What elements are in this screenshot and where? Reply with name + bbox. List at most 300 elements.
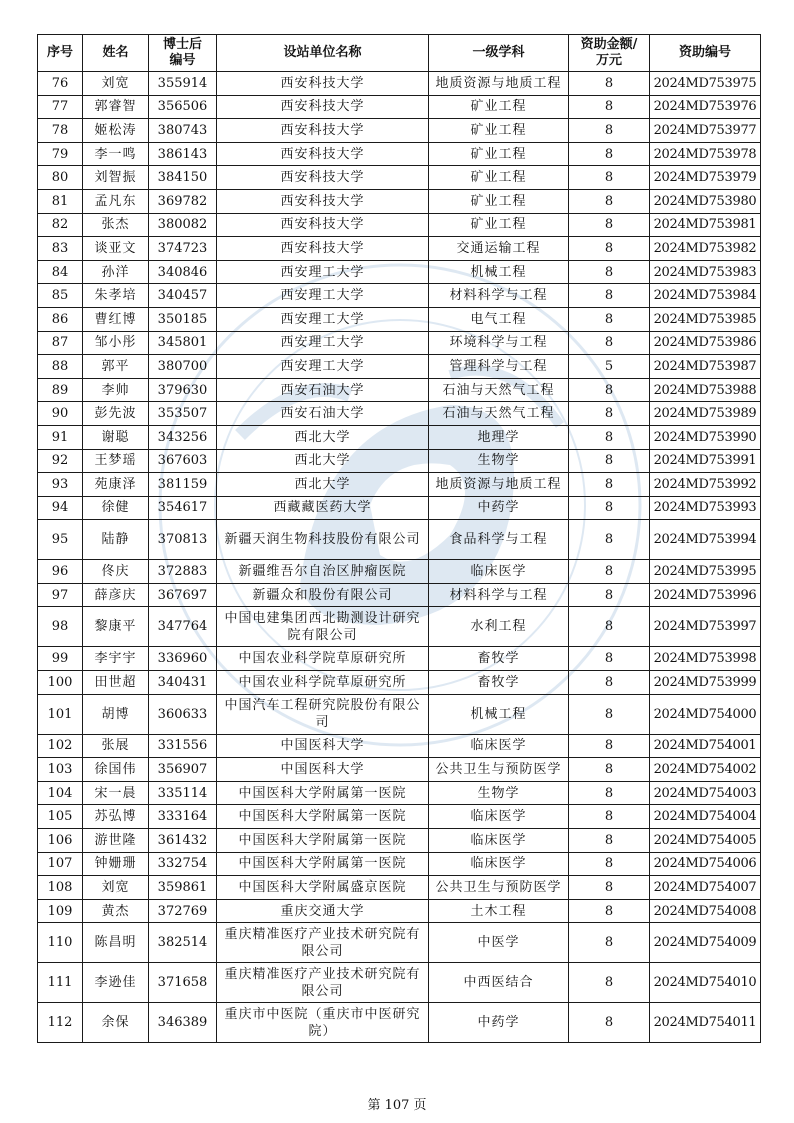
cell-amount: 8	[569, 583, 650, 607]
cell-name: 孙洋	[83, 260, 149, 284]
cell-grant-code: 2024MD753999	[650, 671, 761, 695]
table-row	[38, 402, 761, 426]
cell-subject: 矿业工程	[429, 95, 569, 119]
cell-unit: 西安科技大学	[217, 213, 429, 237]
cell-subject: 矿业工程	[429, 213, 569, 237]
cell-grant-code: 2024MD754011	[650, 1003, 761, 1043]
cell-unit: 西安理工大学	[217, 260, 429, 284]
cell-index: 112	[38, 1003, 83, 1043]
cell-grant-code: 2024MD753994	[650, 520, 761, 560]
cell-subject: 中西医结合	[429, 963, 569, 1003]
cell-name: 刘智振	[83, 166, 149, 190]
cell-grant-code: 2024MD753977	[650, 119, 761, 143]
table-row	[38, 284, 761, 308]
table-row	[38, 142, 761, 166]
cell-grant-code: 2024MD754006	[650, 852, 761, 876]
cell-index: 89	[38, 378, 83, 402]
cell-postdoc-id: 356506	[149, 95, 217, 119]
cell-grant-code: 2024MD753985	[650, 307, 761, 331]
cell-name: 陆静	[83, 520, 149, 560]
cell-amount: 8	[569, 671, 650, 695]
cell-amount: 8	[569, 781, 650, 805]
cell-amount: 8	[569, 166, 650, 190]
cell-postdoc-id: 370813	[149, 520, 217, 560]
cell-subject: 矿业工程	[429, 119, 569, 143]
table-row	[38, 166, 761, 190]
cell-amount: 8	[569, 449, 650, 473]
cell-unit: 中国电建集团西北勘测设计研究院有限公司	[217, 607, 429, 647]
cell-index: 106	[38, 829, 83, 853]
cell-subject: 机械工程	[429, 694, 569, 734]
cell-amount: 8	[569, 520, 650, 560]
cell-subject: 地理学	[429, 425, 569, 449]
cell-amount: 8	[569, 402, 650, 426]
cell-unit: 新疆维吾尔自治区肿瘤医院	[217, 560, 429, 584]
table-body	[38, 72, 761, 1043]
cell-grant-code: 2024MD754002	[650, 758, 761, 782]
cell-subject: 临床医学	[429, 852, 569, 876]
cell-postdoc-id: 380743	[149, 119, 217, 143]
cell-subject: 地质资源与地质工程	[429, 72, 569, 96]
cell-name: 宋一晨	[83, 781, 149, 805]
cell-grant-code: 2024MD753996	[650, 583, 761, 607]
cell-postdoc-id: 345801	[149, 331, 217, 355]
cell-subject: 中医学	[429, 923, 569, 963]
cell-index: 97	[38, 583, 83, 607]
cell-unit: 重庆市中医院（重庆市中医研究院）	[217, 1003, 429, 1043]
cell-amount: 8	[569, 237, 650, 261]
postdoc-funding-table	[37, 34, 761, 1043]
cell-grant-code: 2024MD753995	[650, 560, 761, 584]
header-amount: 资助金额/ 万元	[569, 35, 650, 72]
cell-unit: 西安石油大学	[217, 402, 429, 426]
cell-postdoc-id: 346389	[149, 1003, 217, 1043]
cell-unit: 西北大学	[217, 473, 429, 497]
table-row	[38, 607, 761, 647]
header-postdoc-id: 博士后 编号	[149, 35, 217, 72]
table-row	[38, 95, 761, 119]
cell-amount: 8	[569, 876, 650, 900]
cell-subject: 生物学	[429, 781, 569, 805]
table-row	[38, 694, 761, 734]
cell-amount: 8	[569, 694, 650, 734]
cell-name: 彭先波	[83, 402, 149, 426]
cell-amount: 8	[569, 805, 650, 829]
cell-index: 79	[38, 142, 83, 166]
table-row	[38, 758, 761, 782]
cell-amount: 8	[569, 284, 650, 308]
cell-postdoc-id: 333164	[149, 805, 217, 829]
cell-amount: 8	[569, 473, 650, 497]
cell-unit: 重庆精准医疗产业技术研究院有限公司	[217, 963, 429, 1003]
cell-grant-code: 2024MD753978	[650, 142, 761, 166]
cell-index: 80	[38, 166, 83, 190]
cell-postdoc-id: 359861	[149, 876, 217, 900]
cell-grant-code: 2024MD754005	[650, 829, 761, 853]
cell-subject: 公共卫生与预防医学	[429, 876, 569, 900]
cell-index: 110	[38, 923, 83, 963]
cell-grant-code: 2024MD753992	[650, 473, 761, 497]
header-grant-code: 资助编号	[650, 35, 761, 72]
cell-postdoc-id: 355914	[149, 72, 217, 96]
table-row	[38, 260, 761, 284]
cell-name: 张杰	[83, 213, 149, 237]
cell-subject: 食品科学与工程	[429, 520, 569, 560]
cell-unit: 西安理工大学	[217, 355, 429, 379]
cell-index: 88	[38, 355, 83, 379]
cell-grant-code: 2024MD753982	[650, 237, 761, 261]
table-row	[38, 378, 761, 402]
cell-postdoc-id: 332754	[149, 852, 217, 876]
cell-name: 徐健	[83, 496, 149, 520]
cell-unit: 中国医科大学附属第一医院	[217, 781, 429, 805]
cell-grant-code: 2024MD753983	[650, 260, 761, 284]
cell-unit: 中国医科大学	[217, 734, 429, 758]
cell-amount: 8	[569, 496, 650, 520]
cell-name: 姬松涛	[83, 119, 149, 143]
cell-postdoc-id: 350185	[149, 307, 217, 331]
cell-subject: 环境科学与工程	[429, 331, 569, 355]
cell-name: 苏弘博	[83, 805, 149, 829]
cell-postdoc-id: 381159	[149, 473, 217, 497]
table-row	[38, 805, 761, 829]
cell-index: 103	[38, 758, 83, 782]
table-row	[38, 473, 761, 497]
table-row	[38, 307, 761, 331]
cell-unit: 西安理工大学	[217, 284, 429, 308]
cell-subject: 机械工程	[429, 260, 569, 284]
cell-index: 84	[38, 260, 83, 284]
cell-name: 黎康平	[83, 607, 149, 647]
cell-grant-code: 2024MD753997	[650, 607, 761, 647]
cell-name: 刘宽	[83, 876, 149, 900]
cell-name: 曹红博	[83, 307, 149, 331]
table-row	[38, 647, 761, 671]
cell-amount: 8	[569, 734, 650, 758]
cell-amount: 8	[569, 260, 650, 284]
cell-amount: 8	[569, 1003, 650, 1043]
cell-amount: 8	[569, 378, 650, 402]
cell-index: 81	[38, 189, 83, 213]
cell-grant-code: 2024MD753980	[650, 189, 761, 213]
cell-index: 111	[38, 963, 83, 1003]
cell-name: 王梦瑶	[83, 449, 149, 473]
cell-grant-code: 2024MD753986	[650, 331, 761, 355]
cell-postdoc-id: 382514	[149, 923, 217, 963]
header-name: 姓名	[83, 35, 149, 72]
cell-postdoc-id: 356907	[149, 758, 217, 782]
cell-amount: 8	[569, 852, 650, 876]
cell-index: 100	[38, 671, 83, 695]
cell-subject: 中药学	[429, 496, 569, 520]
cell-unit: 新疆众和股份有限公司	[217, 583, 429, 607]
cell-name: 刘宽	[83, 72, 149, 96]
cell-grant-code: 2024MD753979	[650, 166, 761, 190]
cell-postdoc-id: 336960	[149, 647, 217, 671]
cell-index: 85	[38, 284, 83, 308]
table-row	[38, 189, 761, 213]
cell-subject: 矿业工程	[429, 189, 569, 213]
cell-amount: 8	[569, 331, 650, 355]
cell-unit: 西安科技大学	[217, 237, 429, 261]
cell-amount: 8	[569, 829, 650, 853]
cell-amount: 8	[569, 307, 650, 331]
cell-index: 93	[38, 473, 83, 497]
cell-index: 104	[38, 781, 83, 805]
cell-grant-code: 2024MD753990	[650, 425, 761, 449]
cell-amount: 8	[569, 923, 650, 963]
cell-name: 余保	[83, 1003, 149, 1043]
cell-subject: 生物学	[429, 449, 569, 473]
cell-name: 薛彦庆	[83, 583, 149, 607]
cell-subject: 材料科学与工程	[429, 583, 569, 607]
header-index: 序号	[38, 35, 83, 72]
cell-unit: 西安科技大学	[217, 95, 429, 119]
table-row	[38, 923, 761, 963]
cell-amount: 8	[569, 142, 650, 166]
cell-grant-code: 2024MD753989	[650, 402, 761, 426]
cell-name: 胡博	[83, 694, 149, 734]
header-subject: 一级学科	[429, 35, 569, 72]
cell-unit: 新疆天润生物科技股份有限公司	[217, 520, 429, 560]
cell-unit: 西藏藏医药大学	[217, 496, 429, 520]
page-number: 第 107 页	[367, 1098, 427, 1113]
cell-name: 黄杰	[83, 899, 149, 923]
cell-name: 谢聪	[83, 425, 149, 449]
cell-subject: 水利工程	[429, 607, 569, 647]
cell-unit: 中国汽车工程研究院股份有限公司	[217, 694, 429, 734]
cell-index: 99	[38, 647, 83, 671]
cell-name: 郭平	[83, 355, 149, 379]
cell-postdoc-id: 371658	[149, 963, 217, 1003]
cell-unit: 西安科技大学	[217, 189, 429, 213]
table-row	[38, 560, 761, 584]
table-row	[38, 355, 761, 379]
cell-postdoc-id: 380700	[149, 355, 217, 379]
cell-postdoc-id: 340431	[149, 671, 217, 695]
cell-postdoc-id: 367697	[149, 583, 217, 607]
cell-subject: 石油与天然气工程	[429, 378, 569, 402]
cell-grant-code: 2024MD753988	[650, 378, 761, 402]
table-row	[38, 237, 761, 261]
cell-index: 101	[38, 694, 83, 734]
cell-name: 邹小彤	[83, 331, 149, 355]
cell-index: 107	[38, 852, 83, 876]
table-row	[38, 119, 761, 143]
cell-amount: 8	[569, 647, 650, 671]
cell-unit: 西安理工大学	[217, 331, 429, 355]
cell-subject: 矿业工程	[429, 142, 569, 166]
cell-grant-code: 2024MD754001	[650, 734, 761, 758]
cell-index: 83	[38, 237, 83, 261]
cell-postdoc-id: 374723	[149, 237, 217, 261]
cell-postdoc-id: 379630	[149, 378, 217, 402]
table-row	[38, 213, 761, 237]
cell-subject: 电气工程	[429, 307, 569, 331]
cell-unit: 西北大学	[217, 425, 429, 449]
cell-unit: 中国医科大学附属第一医院	[217, 852, 429, 876]
cell-subject: 土木工程	[429, 899, 569, 923]
table-row	[38, 583, 761, 607]
cell-unit: 西安科技大学	[217, 142, 429, 166]
cell-index: 77	[38, 95, 83, 119]
cell-unit: 西安理工大学	[217, 307, 429, 331]
cell-postdoc-id: 340846	[149, 260, 217, 284]
header-unit: 设站单位名称	[217, 35, 429, 72]
cell-postdoc-id: 380082	[149, 213, 217, 237]
table-row	[38, 781, 761, 805]
cell-postdoc-id: 360633	[149, 694, 217, 734]
cell-grant-code: 2024MD754008	[650, 899, 761, 923]
cell-amount: 8	[569, 72, 650, 96]
cell-subject: 地质资源与地质工程	[429, 473, 569, 497]
cell-grant-code: 2024MD753991	[650, 449, 761, 473]
cell-name: 谈亚文	[83, 237, 149, 261]
cell-postdoc-id: 340457	[149, 284, 217, 308]
cell-unit: 中国医科大学附属第一医院	[217, 805, 429, 829]
cell-grant-code: 2024MD753981	[650, 213, 761, 237]
cell-amount: 8	[569, 189, 650, 213]
cell-unit: 西安科技大学	[217, 72, 429, 96]
cell-postdoc-id: 353507	[149, 402, 217, 426]
table-row	[38, 1003, 761, 1043]
table-row	[38, 425, 761, 449]
cell-grant-code: 2024MD753976	[650, 95, 761, 119]
cell-subject: 石油与天然气工程	[429, 402, 569, 426]
cell-subject: 临床医学	[429, 734, 569, 758]
cell-subject: 临床医学	[429, 560, 569, 584]
cell-index: 94	[38, 496, 83, 520]
cell-postdoc-id: 354617	[149, 496, 217, 520]
table-row	[38, 72, 761, 96]
cell-subject: 临床医学	[429, 829, 569, 853]
cell-postdoc-id: 335114	[149, 781, 217, 805]
cell-postdoc-id: 386143	[149, 142, 217, 166]
cell-postdoc-id: 372883	[149, 560, 217, 584]
cell-grant-code: 2024MD753975	[650, 72, 761, 96]
cell-index: 90	[38, 402, 83, 426]
cell-grant-code: 2024MD753998	[650, 647, 761, 671]
cell-index: 76	[38, 72, 83, 96]
cell-name: 李逊佳	[83, 963, 149, 1003]
cell-name: 苑康泽	[83, 473, 149, 497]
cell-postdoc-id: 361432	[149, 829, 217, 853]
cell-subject: 公共卫生与预防医学	[429, 758, 569, 782]
cell-postdoc-id: 343256	[149, 425, 217, 449]
cell-amount: 5	[569, 355, 650, 379]
cell-name: 徐国伟	[83, 758, 149, 782]
cell-amount: 8	[569, 607, 650, 647]
table-row	[38, 899, 761, 923]
cell-grant-code: 2024MD753987	[650, 355, 761, 379]
cell-subject: 临床医学	[429, 805, 569, 829]
cell-name: 李帅	[83, 378, 149, 402]
cell-unit: 西安科技大学	[217, 166, 429, 190]
cell-postdoc-id: 372769	[149, 899, 217, 923]
cell-grant-code: 2024MD754010	[650, 963, 761, 1003]
cell-unit: 中国医科大学	[217, 758, 429, 782]
cell-grant-code: 2024MD754000	[650, 694, 761, 734]
table-row	[38, 829, 761, 853]
cell-grant-code: 2024MD754009	[650, 923, 761, 963]
cell-unit: 重庆交通大学	[217, 899, 429, 923]
cell-unit: 西安科技大学	[217, 119, 429, 143]
table-row	[38, 331, 761, 355]
cell-unit: 西安石油大学	[217, 378, 429, 402]
cell-amount: 8	[569, 425, 650, 449]
cell-subject: 管理科学与工程	[429, 355, 569, 379]
cell-postdoc-id: 384150	[149, 166, 217, 190]
cell-name: 钟姗珊	[83, 852, 149, 876]
cell-name: 游世隆	[83, 829, 149, 853]
cell-index: 102	[38, 734, 83, 758]
table-row	[38, 734, 761, 758]
cell-name: 陈昌明	[83, 923, 149, 963]
table-row	[38, 520, 761, 560]
cell-amount: 8	[569, 119, 650, 143]
cell-index: 95	[38, 520, 83, 560]
table-row	[38, 496, 761, 520]
cell-index: 98	[38, 607, 83, 647]
cell-unit: 中国农业科学院草原研究所	[217, 671, 429, 695]
cell-index: 109	[38, 899, 83, 923]
cell-unit: 中国医科大学附属盛京医院	[217, 876, 429, 900]
cell-grant-code: 2024MD753984	[650, 284, 761, 308]
table-header-row	[38, 35, 761, 72]
cell-index: 92	[38, 449, 83, 473]
cell-index: 86	[38, 307, 83, 331]
cell-index: 82	[38, 213, 83, 237]
cell-unit: 重庆精准医疗产业技术研究院有限公司	[217, 923, 429, 963]
cell-postdoc-id: 331556	[149, 734, 217, 758]
cell-name: 佟庆	[83, 560, 149, 584]
cell-amount: 8	[569, 758, 650, 782]
cell-amount: 8	[569, 560, 650, 584]
cell-index: 78	[38, 119, 83, 143]
cell-index: 91	[38, 425, 83, 449]
table-row	[38, 876, 761, 900]
cell-subject: 畜牧学	[429, 671, 569, 695]
cell-name: 张展	[83, 734, 149, 758]
cell-grant-code: 2024MD753993	[650, 496, 761, 520]
cell-subject: 畜牧学	[429, 647, 569, 671]
table-row	[38, 852, 761, 876]
cell-index: 105	[38, 805, 83, 829]
cell-amount: 8	[569, 899, 650, 923]
cell-postdoc-id: 367603	[149, 449, 217, 473]
cell-grant-code: 2024MD754007	[650, 876, 761, 900]
cell-unit: 西北大学	[217, 449, 429, 473]
cell-amount: 8	[569, 963, 650, 1003]
table-row	[38, 963, 761, 1003]
cell-unit: 中国农业科学院草原研究所	[217, 647, 429, 671]
cell-unit: 中国医科大学附属第一医院	[217, 829, 429, 853]
cell-index: 87	[38, 331, 83, 355]
cell-name: 田世超	[83, 671, 149, 695]
cell-amount: 8	[569, 213, 650, 237]
cell-name: 郭睿智	[83, 95, 149, 119]
cell-amount: 8	[569, 95, 650, 119]
table-row	[38, 449, 761, 473]
cell-name: 孟凡东	[83, 189, 149, 213]
cell-subject: 中药学	[429, 1003, 569, 1043]
cell-index: 96	[38, 560, 83, 584]
cell-subject: 矿业工程	[429, 166, 569, 190]
cell-name: 李一鸣	[83, 142, 149, 166]
cell-grant-code: 2024MD754003	[650, 781, 761, 805]
cell-subject: 交通运输工程	[429, 237, 569, 261]
cell-postdoc-id: 369782	[149, 189, 217, 213]
